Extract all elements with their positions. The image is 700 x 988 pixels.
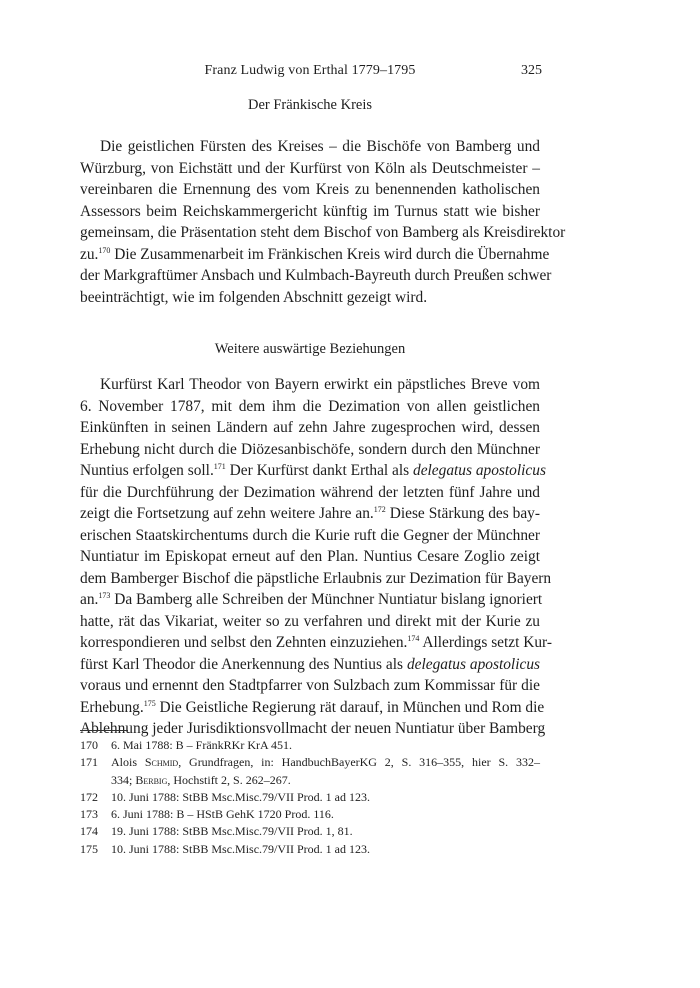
text-fragment: Da Bamberg alle Schreiben der Münchner Nuntiatur bislang ignoriert [110,591,543,608]
text-line: Einkünften in seinen Ländern auf zehn Jahre zugesprochen wird, dessen [80,419,540,436]
text-line: Die geistlichen Fürsten des Kreises – die Bischöfe von Bamberg und [100,138,540,155]
footnote-175 [80,841,540,858]
footnote-number: 171 [80,755,98,770]
text-line [80,244,550,266]
running-title: Franz Ludwig von Erthal 1779–1795 [204,63,416,78]
footnote-text: 10. Juni 1788: StBB Msc.Misc.79/VII Prod. 1 ad 123. [111,789,371,804]
text-fragment: Nuntius erfolgen soll. [80,462,214,479]
text-line [80,632,552,654]
author-name: Schmid [144,755,179,770]
text-line: Würzburg, von Eichstätt und der Kurfürst von Köln als Deutschmeister – [80,159,540,177]
text-fragment: Die Geistliche Regierung rät darauf, in München und Rom die [155,698,545,716]
footnote-ref-175[interactable]: 175 [143,698,156,708]
text-line: 6. November 1787, mit dem ihm die Dezimation von allen geistlichen [80,397,540,415]
text-fragment: Diese Stärkung des bay- [385,505,541,522]
footnote-number: 174 [80,824,98,839]
text-fragment: Erhebung. [80,698,144,716]
text-fragment: , Hochstift 2, S. 262–267. [167,772,291,787]
footnote-text: 19. Juni 1788: StBB Msc.Misc.79/VII Prod. 1, 81. [111,824,353,839]
footnote-ref-173[interactable]: 173 [98,591,111,600]
text-line: Nuntiatur im Episkopat erneut auf den Plan. Nuntius Cesare Zoglio zeigt [80,548,540,565]
footnote-ref-172[interactable]: 172 [373,505,386,514]
text-line [80,589,543,611]
footnote-173 [80,806,540,823]
section-heading-auswaertige-beziehungen: Weitere auswärtige Beziehungen [214,341,406,357]
footnote-text [111,772,540,789]
footnote-text: 6. Mai 1788: B – FränkRKr KrA 451. [111,738,292,752]
text-line: voraus und ernennt den Stadtpfarrer von Sulzbach zum Kommissar für die [80,677,540,694]
text-fragment: 334; [111,772,136,787]
footnotes [80,737,540,858]
text-fragment: Der Kurfürst dankt Erthal als [225,462,413,479]
text-line [80,460,546,482]
text-line [80,503,540,525]
text-line: erischen Staatskirchentums durch die Kurie ruft die Gegner der Münchner [80,526,540,544]
latin-term: delegatus apostolicus [413,462,546,479]
footnote-171 [80,754,540,789]
paragraph-auswaertige-beziehungen [80,374,552,740]
footnote-divider [80,730,128,731]
latin-term: delegatus apostolicus [406,655,541,673]
author-name: Berbig [135,772,168,787]
footnote-number: 170 [80,738,98,752]
text-fragment: korrespondieren und selbst den Zehnten einzuziehen. [80,634,408,651]
footnote-text: 10. Juni 1788: StBB Msc.Misc.79/VII Prod. 1 ad 123. [111,841,371,856]
footnote-170 [80,737,540,754]
text-fragment: Die Zusammenarbeit im Fränkischen Kreis wird durch die Übernahme [110,245,550,263]
footnote-174 [80,823,540,840]
text-fragment: fürst Karl Theodor die Anerkennung des Nuntius als [80,655,407,673]
text-line: Kurfürst Karl Theodor von Bayern erwirkt ein päpstliches Breve vom [100,376,540,393]
text-fragment: zu. [80,245,99,263]
footnote-text: 6. Juni 1788: B – HStB GehK 1720 Prod. 116. [111,807,334,822]
text-fragment: Alois [111,755,145,770]
text-line: Ablehnung jeder Jurisdiktionsvollmacht der neuen Nuntiatur über Bamberg [80,720,546,737]
footnote-text [111,754,540,771]
text-line [80,654,540,676]
paragraph-fraenkischer-kreis [80,136,566,308]
text-fragment: Allerdings setzt Kur- [419,634,552,651]
footnote-172 [80,789,540,806]
text-line [80,697,545,719]
footnote-ref-170[interactable]: 170 [98,245,111,255]
text-line: hatte, rät das Vikariat, weiter so zu verfahren und direkt mit der Kurie zu [80,612,540,630]
text-fragment: zeigt die Fortsetzung auf zehn weitere Jahre an. [80,505,374,522]
text-line: vereinbaren die Ernennung des vom Kreis zu benennenden katholischen [80,181,540,198]
footnote-number: 175 [80,841,98,856]
page-number: 325 [521,63,542,78]
text-line: gemeinsam, die Präsentation steht dem Bischof von Bamberg als Kreisdirektor [80,224,566,241]
text-fragment: an. [80,591,99,608]
text-line: Assessors beim Reichskammergericht künftig im Turnus statt wie bisher [80,202,540,220]
text-line: beeinträchtigt, wie im folgenden Abschnitt gezeigt wird. [80,288,428,306]
text-fragment: , Grundfragen, in: HandbuchBayerKG 2, S. 316–355, hier S. 332– [178,755,540,770]
footnote-number: 172 [80,789,98,804]
footnote-ref-171[interactable]: 171 [213,462,226,471]
footnote-number: 173 [80,807,98,822]
text-line: dem Bamberger Bischof die päpstliche Erlaubnis zur Dezimation für Bayern [80,569,552,587]
text-line: für die Durchführung der Dezimation während der letzten fünf Jahre und [80,483,540,501]
footnote-ref-174[interactable]: 174 [407,634,420,643]
section-heading-fraenkischer-kreis: Der Fränkische Kreis [247,97,372,113]
text-line: Erhebung nicht durch die Diözesanbischöfe, sondern durch den Münchner [80,440,540,458]
text-line: der Markgraftümer Ansbach und Kulmbach-Bayreuth durch Preußen schwer [80,267,552,284]
